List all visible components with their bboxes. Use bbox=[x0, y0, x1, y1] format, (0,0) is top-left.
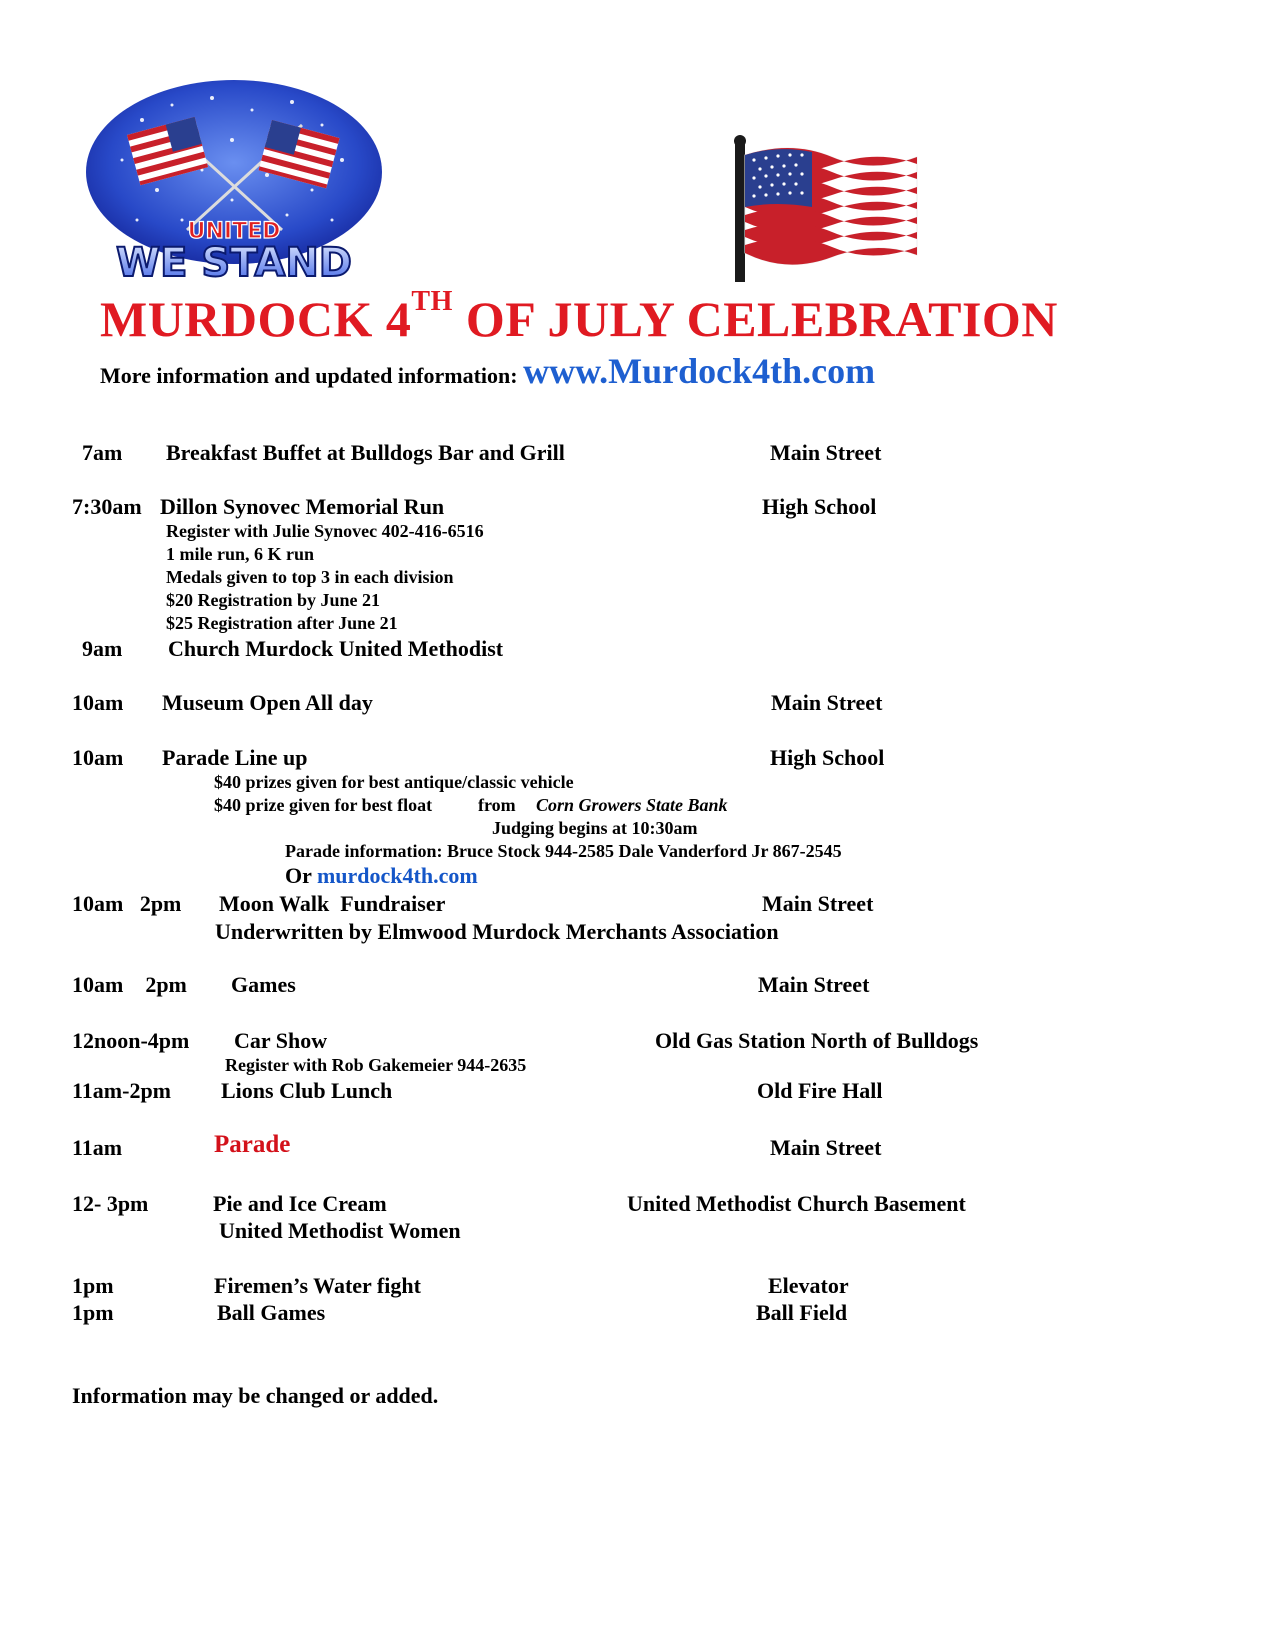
event-location: Old Fire Hall bbox=[757, 1078, 883, 1103]
event-location: Main Street bbox=[770, 440, 882, 465]
event-name: Firemen’s Water fight bbox=[214, 1273, 421, 1298]
event-time: 10am 2pm bbox=[72, 972, 187, 997]
event-time: 10am bbox=[72, 745, 124, 770]
event-time: 9am bbox=[82, 636, 123, 661]
event-location: Elevator bbox=[768, 1273, 849, 1298]
event-location: Ball Field bbox=[756, 1300, 848, 1325]
parade-contact-info: Parade information: Bruce Stock 944-2585 Dale Vanderford Jr 867-2545 bbox=[285, 841, 842, 861]
judging-note: Judging begins at 10:30am bbox=[492, 818, 698, 838]
event-name: Dillon Synovec Memorial Run bbox=[160, 494, 445, 519]
event-location: Old Gas Station North of Bulldogs bbox=[655, 1028, 979, 1053]
logo-united-text: UNITED bbox=[187, 219, 281, 244]
event-time: 7am bbox=[82, 440, 123, 465]
event-detail: $25 Registration after June 21 bbox=[166, 613, 398, 633]
event-location: High School bbox=[770, 745, 885, 770]
event-time: 7:30am bbox=[72, 494, 142, 519]
title-post: OF JULY CELEBRATION bbox=[452, 291, 1058, 347]
event-time: 10am bbox=[72, 690, 124, 715]
event-location: Main Street bbox=[762, 891, 874, 916]
event-name: Museum Open All day bbox=[162, 690, 373, 715]
event-location: Main Street bbox=[758, 972, 870, 997]
event-location: Main Street bbox=[770, 1135, 882, 1160]
title-superscript: TH bbox=[411, 286, 453, 317]
title-pre: MURDOCK 4 bbox=[100, 291, 412, 347]
event-location: United Methodist Church Basement bbox=[627, 1191, 966, 1216]
murdock4th-link[interactable]: murdock4th.com bbox=[316, 863, 478, 888]
event-time: 11am-2pm bbox=[72, 1078, 171, 1103]
info-label: More information and updated information: bbox=[100, 363, 524, 388]
event-name: Breakfast Buffet at Bulldogs Bar and Grill bbox=[166, 440, 565, 465]
parade-event-name: Parade bbox=[214, 1131, 291, 1158]
info-line bbox=[100, 350, 875, 392]
event-time: 12noon-4pm bbox=[72, 1028, 190, 1053]
event-detail: Underwritten by Elmwood Murdock Merchants Association bbox=[215, 919, 779, 944]
or-line bbox=[285, 863, 478, 889]
event-detail: Register with Rob Gakemeier 944-2635 bbox=[225, 1055, 527, 1075]
website-link[interactable]: www.Murdock4th.com bbox=[523, 351, 876, 391]
event-detail: 1 mile run, 6 K run bbox=[166, 544, 315, 564]
event-name: Ball Games bbox=[217, 1300, 326, 1325]
event-detail: $40 prize given for best float bbox=[214, 795, 433, 815]
event-detail: Medals given to top 3 in each division bbox=[166, 567, 454, 587]
page-title bbox=[100, 286, 1058, 348]
event-location: Main Street bbox=[771, 690, 883, 715]
event-name: Games bbox=[231, 972, 296, 997]
event-time: 1pm bbox=[72, 1300, 114, 1325]
event-detail-from: from bbox=[478, 795, 516, 815]
event-detail: $40 prizes given for best antique/classic vehicle bbox=[214, 772, 574, 792]
event-time: 11am bbox=[72, 1135, 123, 1160]
event-name: Car Show bbox=[234, 1028, 328, 1053]
event-location: High School bbox=[762, 494, 877, 519]
sponsor-name: Corn Growers State Bank bbox=[536, 795, 728, 815]
or-label: Or bbox=[285, 863, 317, 888]
event-time: 1pm bbox=[72, 1273, 114, 1298]
united-we-stand-logo bbox=[82, 80, 387, 285]
event-name: Parade Line up bbox=[162, 745, 308, 770]
event-name: Moon Walk Fundraiser bbox=[219, 891, 446, 916]
american-flag-image bbox=[732, 135, 922, 285]
event-name: Church Murdock United Methodist bbox=[168, 636, 504, 661]
logo-we-stand-text: WE STAND bbox=[116, 240, 352, 285]
event-name: Lions Club Lunch bbox=[221, 1078, 393, 1103]
event-time: 10am 2pm bbox=[72, 891, 182, 916]
event-detail: United Methodist Women bbox=[219, 1218, 461, 1243]
event-time: 12- 3pm bbox=[72, 1191, 149, 1216]
event-detail: $20 Registration by June 21 bbox=[166, 590, 381, 610]
footer-note: Information may be changed or added. bbox=[72, 1383, 439, 1408]
event-name: Pie and Ice Cream bbox=[213, 1191, 387, 1216]
event-detail: Register with Julie Synovec 402-416-6516 bbox=[166, 521, 484, 541]
